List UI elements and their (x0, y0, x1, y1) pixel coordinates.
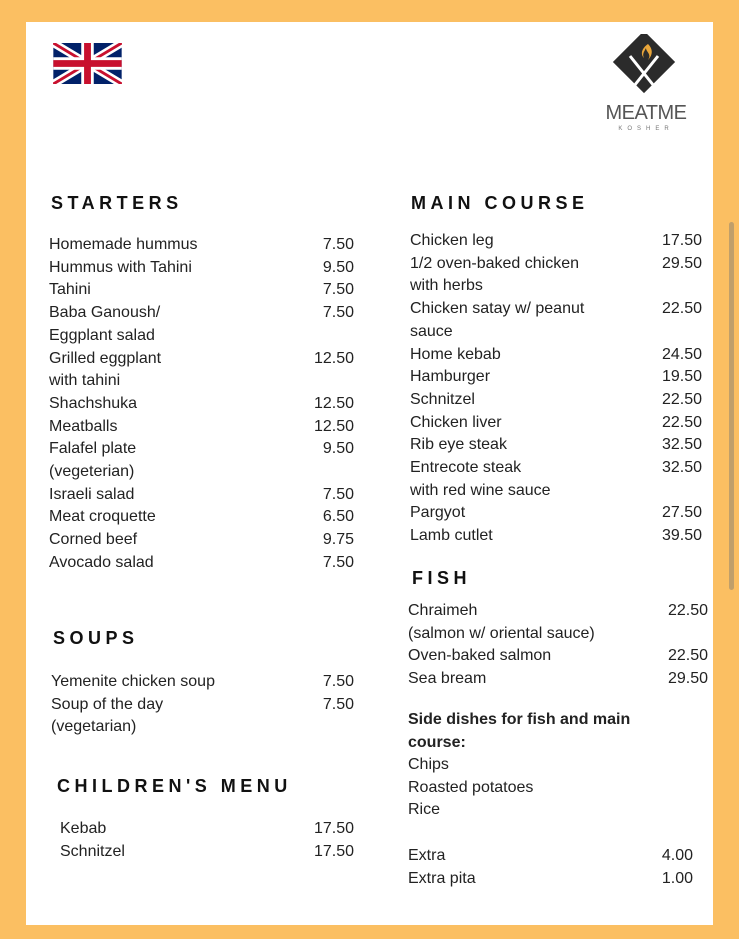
main-course-heading: MAIN COURSE (411, 193, 589, 213)
item-name: Hamburger (410, 368, 491, 386)
item-price: 32.50 (661, 436, 702, 454)
item-name: Shachshuka (49, 394, 138, 412)
item-name: Extra pita (408, 869, 476, 887)
item-price: 7.50 (322, 695, 354, 713)
item-name: Home kebab (410, 345, 501, 363)
meatme-logo (596, 34, 696, 134)
item-name: Corned beef (49, 531, 138, 549)
item-name: Grilled eggplant with tahini (49, 349, 162, 390)
menu-item (408, 845, 693, 868)
menu-item (49, 348, 354, 393)
menu-item (410, 457, 702, 502)
item-price: 32.50 (661, 459, 702, 477)
menu-item (410, 253, 702, 298)
menu-item (408, 868, 693, 891)
item-price: 7.50 (322, 281, 354, 299)
menu-item (410, 366, 702, 389)
item-price: 9.75 (322, 531, 354, 549)
item-price: 17.50 (313, 842, 354, 860)
item-price: 12.50 (313, 417, 354, 435)
item-name: Chicken liver (410, 413, 502, 431)
item-name: Falafel plate (vegeterian) (49, 440, 137, 481)
side-dish-item: Rice (408, 801, 441, 819)
item-price: 39.50 (661, 527, 702, 545)
menu-item (49, 393, 354, 416)
item-name: Kebab (60, 820, 107, 837)
menu-item (408, 668, 708, 691)
item-name: Rib eye steak (410, 436, 507, 454)
uk-flag-icon[interactable] (53, 43, 122, 84)
menu-item (49, 506, 354, 529)
menu-item (49, 552, 354, 575)
item-price: 12.50 (313, 349, 354, 367)
menu-item (410, 389, 702, 412)
item-price: 17.50 (661, 232, 702, 249)
menu-item (410, 298, 702, 343)
menu-item (49, 279, 354, 302)
side-dishes-heading: Side dishes for fish and main course: (408, 711, 631, 751)
menu-item (49, 529, 354, 552)
item-name: Lamb cutlet (410, 527, 493, 545)
side-dish-item: Roasted potatoes (408, 778, 534, 796)
fish-heading: FISH (412, 568, 472, 588)
item-name: Hummus with Tahini (49, 258, 192, 276)
item-name: Oven-baked salmon (408, 647, 552, 665)
menu-item (410, 230, 702, 253)
item-price: 19.50 (661, 368, 702, 386)
item-name: Pargyot (410, 504, 466, 522)
menu-item (410, 502, 702, 525)
item-price: 22.50 (661, 390, 702, 408)
brand-subtitle: KOSHER (618, 126, 674, 132)
item-name: Chicken satay w/ peanut sauce (410, 300, 585, 340)
item-name: Homemade hummus (49, 236, 198, 253)
item-price: 27.50 (661, 504, 702, 522)
item-name: Meatballs (49, 417, 118, 435)
menu-item (410, 434, 702, 457)
menu-item (49, 438, 354, 483)
item-price: 12.50 (313, 394, 354, 412)
menu-item (49, 302, 354, 347)
item-name: Chicken leg (410, 232, 494, 249)
item-price: 29.50 (667, 670, 708, 688)
item-name: Yemenite chicken soup (51, 673, 215, 690)
item-name: Chraimeh (salmon w/ oriental sauce) (408, 602, 595, 642)
item-name: Avocado salad (49, 553, 154, 571)
scrollbar[interactable] (729, 222, 734, 590)
item-name: Schnitzel (410, 390, 475, 408)
menu-item (410, 525, 702, 548)
item-price: 7.50 (322, 236, 354, 253)
childrens-menu-heading: CHILDREN'S MENU (57, 776, 292, 796)
item-name: Soup of the day (vegetarian) (51, 695, 164, 736)
item-price: 7.50 (322, 673, 354, 690)
item-price: 7.50 (322, 485, 354, 503)
item-price: 22.50 (661, 300, 702, 318)
menu-item (49, 234, 354, 257)
item-price: 29.50 (661, 254, 702, 272)
menu-item (410, 344, 702, 367)
menu-item (51, 694, 354, 739)
menu-item (60, 841, 354, 864)
item-name: Tahini (49, 281, 91, 299)
item-name: Schnitzel (60, 842, 125, 860)
item-name: Israeli salad (49, 485, 135, 503)
item-price: 17.50 (313, 820, 354, 837)
menu-item (60, 818, 354, 841)
item-name: Extra (408, 847, 446, 864)
menu-item (410, 412, 702, 435)
brand-name: MEATME (605, 102, 687, 124)
item-name: Baba Ganoush/ Eggplant salad (49, 304, 161, 344)
item-price: 1.00 (661, 869, 693, 887)
item-price: 9.50 (322, 440, 354, 458)
item-price: 22.50 (661, 413, 702, 431)
item-price: 4.00 (661, 847, 693, 864)
menu-item (408, 645, 708, 668)
item-name: Meat croquette (49, 508, 156, 526)
starters-heading: STARTERS (51, 193, 183, 213)
item-name: Sea bream (408, 670, 487, 688)
menu-item (51, 671, 354, 694)
grill-logo-icon (596, 34, 696, 100)
item-price: 24.50 (661, 345, 702, 363)
item-price: 9.50 (322, 258, 354, 276)
item-price: 22.50 (667, 602, 708, 619)
menu-item (49, 484, 354, 507)
menu-item (49, 257, 354, 280)
menu-item (49, 416, 354, 439)
soups-heading: SOUPS (53, 628, 139, 648)
item-price: 7.50 (322, 553, 354, 571)
item-price: 22.50 (667, 647, 708, 665)
item-name: 1/2 oven-baked chicken with herbs (410, 254, 579, 295)
item-name: Entrecote steak with red wine sauce (410, 459, 551, 499)
item-price: 7.50 (322, 304, 354, 322)
item-price: 6.50 (322, 508, 354, 526)
menu-item (408, 600, 708, 645)
side-dish-item: Chips (408, 756, 449, 773)
